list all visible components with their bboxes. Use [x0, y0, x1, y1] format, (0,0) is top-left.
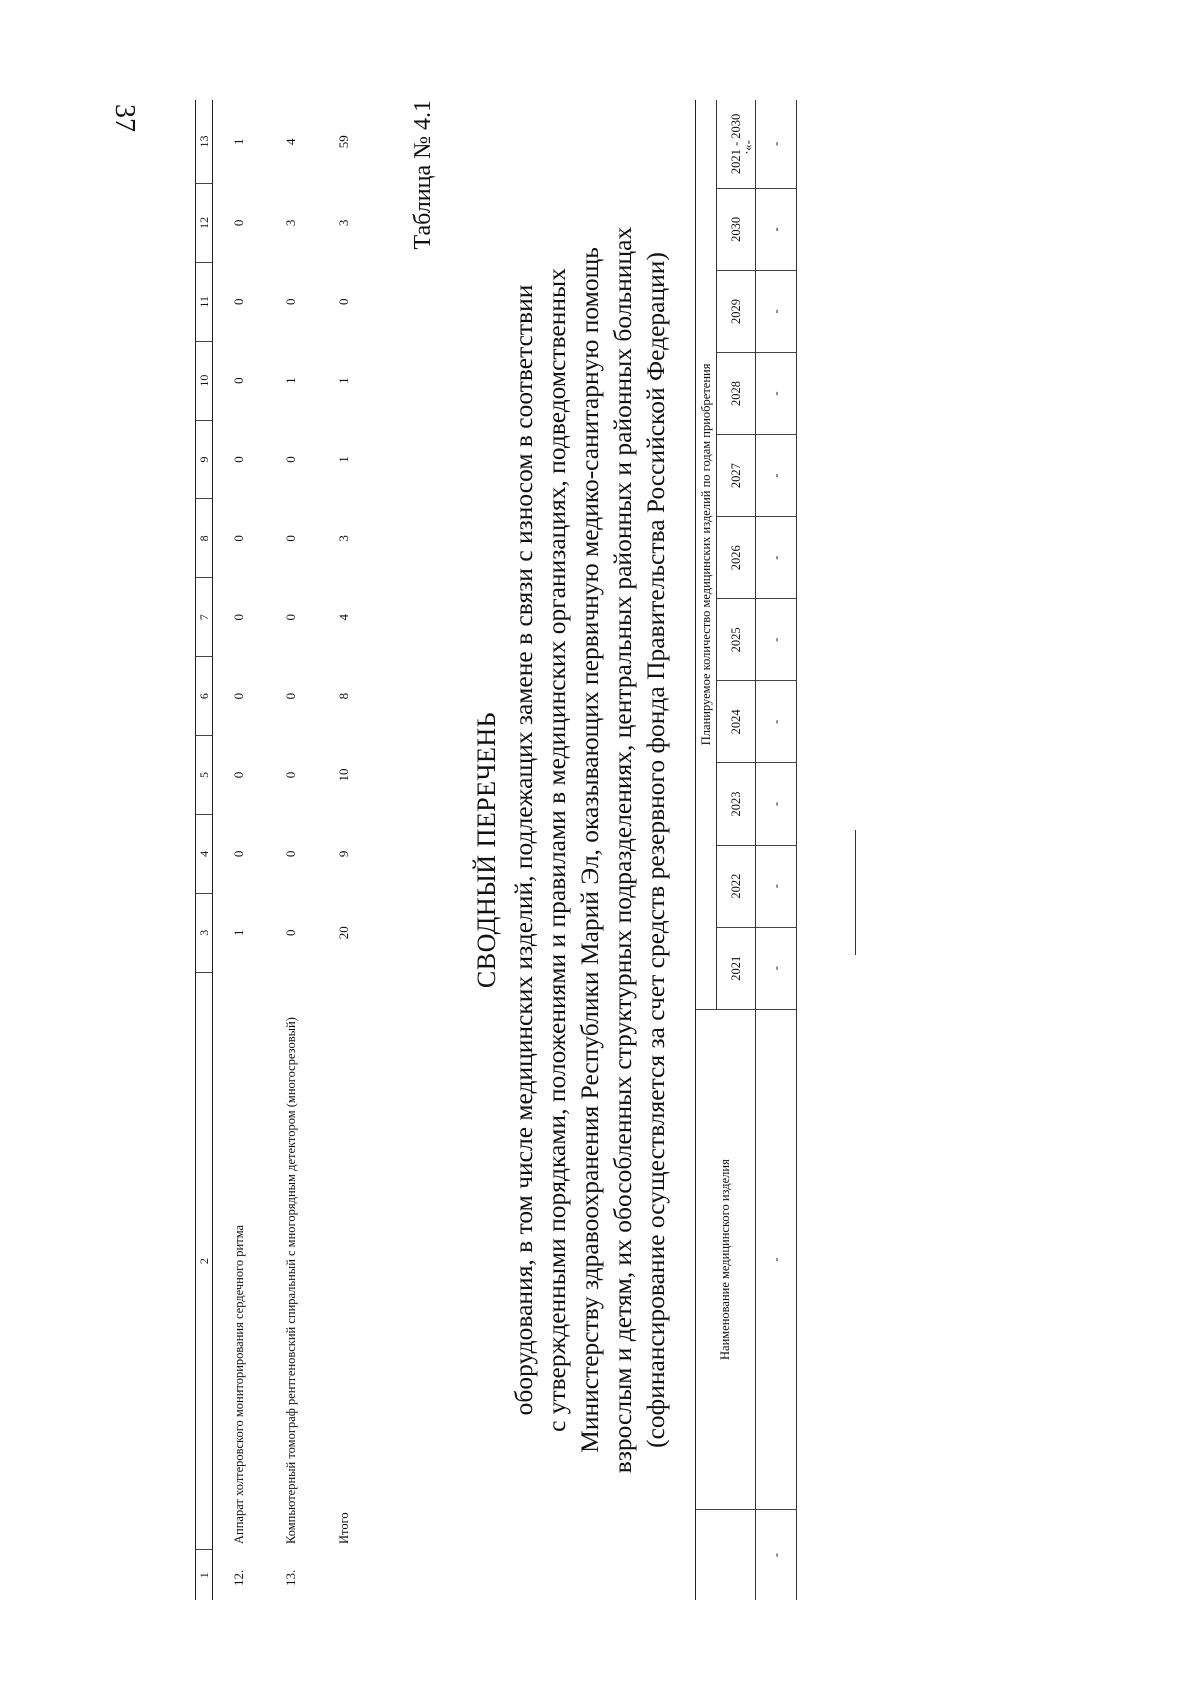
table-cell: - [756, 1009, 797, 1510]
table-cell: - [756, 927, 797, 1009]
empty-header-cell [696, 1510, 756, 1600]
year-header: 2021 - 2030 [717, 100, 756, 188]
table-cell: 10 [336, 768, 351, 782]
column-number-row [196, 100, 213, 1600]
table-cell: - [756, 681, 797, 763]
table-cell: 3 [336, 219, 351, 227]
year-header: 2025 [717, 599, 756, 681]
equipment-table-continued [195, 100, 371, 1600]
table-cell: 0 [231, 298, 246, 306]
table-cell: 0 [283, 692, 298, 700]
section-divider [855, 830, 856, 955]
year-header: 2024 [717, 681, 756, 763]
col-header: 8 [196, 499, 213, 578]
col-header: 12 [196, 183, 213, 262]
table-row [213, 100, 266, 1600]
table-cell: 8 [336, 692, 351, 700]
item-name-header: Наименование медицинского изделия [696, 1009, 756, 1510]
summary-line: с утвержденными порядками, положениями и правилами в медицинских организациях, подведомственных [542, 268, 571, 1432]
col-header: 4 [196, 814, 213, 893]
table-cell: - [756, 100, 797, 188]
table-cell: - [756, 599, 797, 681]
table-cell: 20 [336, 926, 351, 940]
table-cell: - [756, 270, 797, 352]
table-cell: 0 [231, 377, 246, 384]
table-cell: 1 [336, 377, 351, 384]
table-cell: 0 [283, 771, 298, 779]
row-number: 13. [283, 1569, 298, 1586]
col-header: 5 [196, 736, 213, 815]
year-header: 2021 [717, 927, 756, 1009]
row-number [317, 1550, 371, 1600]
table-cell: 3 [336, 535, 351, 542]
col-header: 6 [196, 657, 213, 736]
item-name: Компьютерный томограф рентгеновский спиральный с многорядным детектором (многосрезовый) [284, 1017, 298, 1544]
table-cell: 0 [283, 929, 298, 937]
col-header: 1 [196, 1550, 213, 1600]
table-cell: 1 [231, 138, 246, 145]
year-header: 2029 [717, 270, 756, 352]
table-cell: 4 [283, 138, 298, 145]
item-name: Аппарат холтеровского мониторирования сердечного ритма [232, 1224, 246, 1544]
table-cell: 0 [231, 456, 246, 463]
col-header: 9 [196, 420, 213, 499]
table-cell: - [756, 353, 797, 435]
col-header: 11 [196, 262, 213, 341]
table-cell: 0 [336, 298, 351, 306]
summary-line: Министерству здравоохранения Республики Марий Эл, оказывающих первичную медико-санитарную помощь [575, 247, 604, 1453]
planned-quantity-table [695, 100, 797, 1600]
year-header: 2026 [717, 517, 756, 599]
table-cell: - [756, 845, 797, 927]
year-header: 2028 [717, 353, 756, 435]
table-number-label: Таблица № 4.1 [410, 100, 436, 250]
total-row [317, 100, 371, 1600]
col-header: 3 [196, 893, 213, 972]
year-header: 2030 [717, 188, 756, 270]
table-cell: 59 [336, 135, 351, 149]
col-header: 10 [196, 341, 213, 420]
col-header: 2 [196, 972, 213, 1550]
total-label: Итого [337, 1512, 351, 1544]
summary-title-block [470, 100, 672, 1600]
closing-mark: -». [743, 140, 758, 155]
table-cell: - [756, 517, 797, 599]
table-cell: - [756, 1510, 797, 1600]
table-cell: - [756, 188, 797, 270]
table-cell: 3 [283, 219, 298, 227]
table-cell: - [756, 763, 797, 845]
col-header: 7 [196, 578, 213, 657]
page-number: 37 [109, 104, 140, 132]
summary-line: (софинансирование осуществляется за счет средств резервного фонда Правительства Российской Федерации) [641, 252, 670, 1448]
table-cell: 0 [231, 692, 246, 700]
table-cell: 1 [283, 377, 298, 384]
table-cell: 0 [231, 771, 246, 779]
year-header: 2022 [717, 845, 756, 927]
table-cell: 1 [231, 929, 246, 937]
table-row [756, 100, 797, 1600]
table-cell: 0 [283, 850, 298, 858]
table-cell: 0 [283, 456, 298, 463]
table-cell: 0 [231, 219, 246, 227]
row-number: 12. [231, 1569, 246, 1586]
table-row [265, 100, 317, 1600]
year-header: 2023 [717, 763, 756, 845]
table-cell: 0 [231, 850, 246, 858]
table-cell: 0 [283, 614, 298, 621]
year-header: 2027 [717, 435, 756, 517]
table-cell: 4 [336, 614, 351, 621]
table-cell: 0 [283, 535, 298, 542]
summary-line: оборудования, в том числе медицинских изделий, подлежащих замене в связи с износом в соответствии [509, 284, 538, 1416]
table-cell: 0 [283, 298, 298, 306]
col-header: 13 [196, 100, 213, 183]
planned-quantity-header: Планируемое количество медицинских изделий по годам приобретения [696, 100, 717, 1009]
table-cell: 0 [231, 614, 246, 621]
table-cell: 9 [336, 850, 351, 858]
table-cell: 1 [336, 456, 351, 463]
table-header-row [696, 100, 717, 1600]
rotated-page-content [195, 100, 815, 1600]
table-cell: - [756, 435, 797, 517]
summary-line: взрослым и детям, их обособленных структурных подразделениях, центральных районных и районных больницах [608, 226, 637, 1474]
table-cell: 0 [231, 535, 246, 542]
summary-heading: СВОДНЫЙ ПЕРЕЧЕНЬ [472, 711, 501, 989]
